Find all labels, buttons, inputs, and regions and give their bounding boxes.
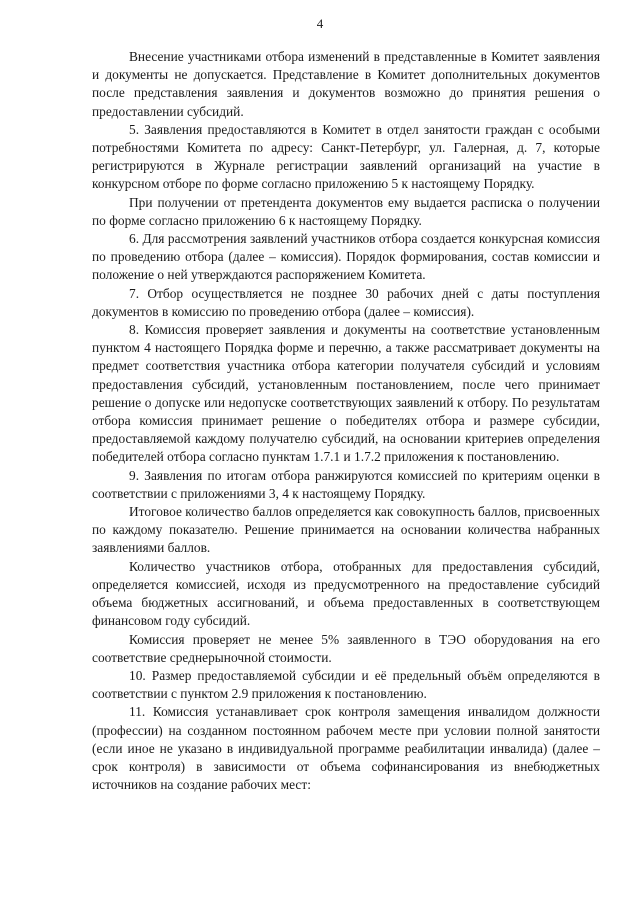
paragraph-receipt: При получении от претендента документов ему выдается расписка о получении по форме согласно приложению 6 к настоящему Порядку. (92, 194, 600, 228)
paragraph-6: 6. Для рассмотрения заявлений участников отбора создается конкурсная комиссия по проведению отбора (далее – комиссия). Порядок формирования, состав комиссии и положение о ней утверждаются распоряжением Комитета. (92, 231, 600, 283)
paragraph-11: 11. Комиссия устанавливает срок контроля замещения инвалидом должности (профессии) на созданном постоянном рабочем месте при условии полной занятости (если иное не указано в индивидуальной программе реабилитации инвалида) (далее – срок контроля) в зависимости от объема софинансирования из внебюджетных источников на создание рабочих мест: (92, 704, 600, 793)
paragraph-7: 7. Отбор осуществляется не позднее 30 рабочих дней с даты поступления документов в комиссию по проведению отбора (далее – комиссия). (92, 285, 600, 319)
paragraph-equipment-check: Комиссия проверяет не менее 5% заявленного в ТЭО оборудования на его соответствие среднерыночной стоимости. (92, 631, 600, 665)
paragraph-10: 10. Размер предоставляемой субсидии и её предельный объём определяются в соответствии с пунктом 2.9 приложения к постановлению. (92, 667, 600, 702)
paragraph-participants-count: Количество участников отбора, отобранных для предоставления субсидий, определяется комиссией, исходя из предусмотренного на предоставление субсидий объема бюджетных ассигнований, и объема предоставленных в соответствующем финансовом году субсидий. (92, 558, 600, 629)
paragraph-5: 5. Заявления предоставляются в Комитет в отдел занятости граждан с особыми потребностями Комитета по адресу: Санкт-Петербург, ул. Галерная, д. 7, которые регистрируются в Журнале регистрации заявлений организаций на участие в конкурсном отборе по форме согласно приложению 5 к настоящему Порядку. (92, 121, 600, 192)
paragraph-8: 8. Комиссия проверяет заявления и документы на соответствие установленным пунктом 4 настоящего Порядка форме и перечню, а также рассматривает документы на предмет соответствия участника отбора категории получателя субсидий и условиям предоставления субсидий, установленным постановлением, после чего принимает решение о допуске или недопуске соответствующих заявлений к отбору. По результатам отбора комиссия принимает решение о победителях отбора и размере субсидии, предоставляемой каждому получателю субсидий, на основании критериев определения победителей отбора согласно пунктам 1.7.1 и 1.7.2 приложения к постановлению. (92, 322, 600, 465)
paragraph-9: 9. Заявления по итогам отбора ранжируются комиссией по критериям оценки в соответствии с приложениями 3, 4 к настоящему Порядку. (92, 467, 600, 501)
page-number: 4 (316, 16, 324, 31)
paragraph-total-score: Итоговое количество баллов определяется как совокупность баллов, присвоенных по каждому показателю. Решение принимается на основании количества набранных заявлениями баллов. (92, 504, 600, 556)
paragraph-submission-changes: Внесение участниками отбора изменений в представленные в Комитет заявления и документы не допускается. Представление в Комитет дополнительных документов после представления заявления и документов возможно до принятия решения о предоставлении субсидий. (92, 49, 600, 119)
document-body (92, 48, 600, 794)
